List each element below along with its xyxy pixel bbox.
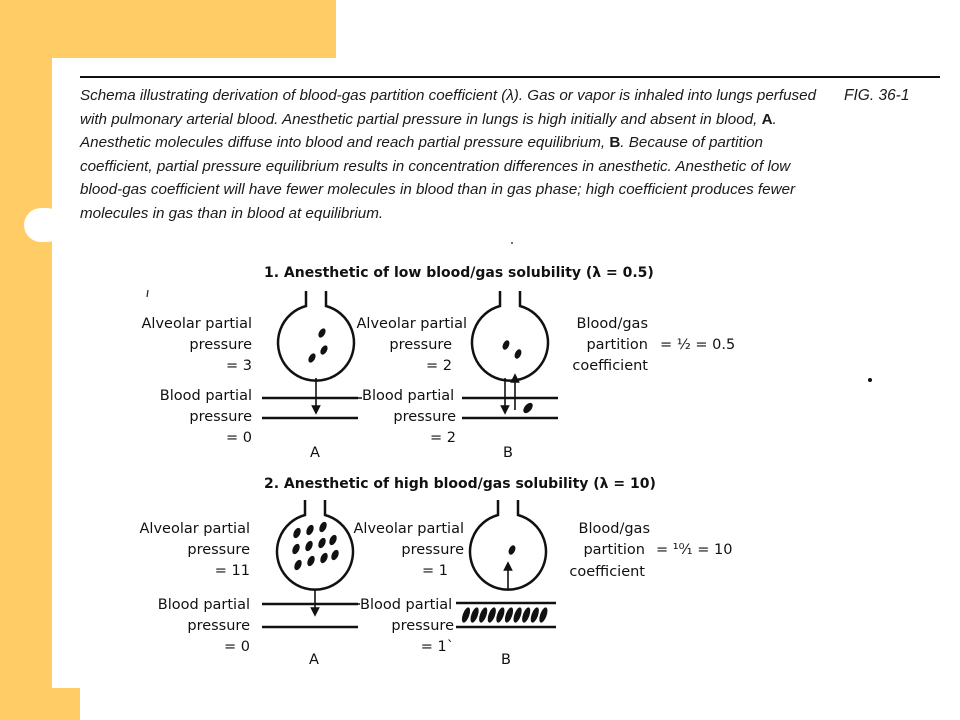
gas-molecule bbox=[292, 527, 302, 540]
caption-text-3: . Because of partition coefficient, partial pressure equilibrium results in concentration differences in anesthetic. Anesthetic of low blood-gas coefficient will have fewer molecules in blood than in gas phase; high coefficient produces fewer molecules in gas than in blood at equilibrium. bbox=[80, 134, 796, 222]
blood-molecule bbox=[486, 606, 497, 623]
coefficient-label-1-line2: partition bbox=[586, 337, 648, 353]
alveolar-label-1a-line2: pressure bbox=[189, 337, 252, 353]
blood-label-2b-value: = 1` bbox=[420, 639, 454, 655]
blood-molecule bbox=[521, 401, 534, 415]
alveolar-label-2a-value: = 11 bbox=[214, 563, 250, 579]
blood-label-1a-line2: pressure bbox=[189, 409, 252, 425]
gas-molecule bbox=[328, 534, 338, 547]
scan-speck bbox=[147, 290, 148, 297]
state-label-2b: B bbox=[501, 652, 511, 668]
panel-1-state-b bbox=[357, 291, 559, 461]
coefficient-label-1-line3: coefficient bbox=[572, 358, 648, 374]
caption-text-1: Schema illustrating derivation of blood-gas partition coefficient (λ). Gas or vapor is inhaled into lungs perfused with pulmonary arterial blood. Anesthetic partial pressure in lungs is high initially and absent in blood, bbox=[80, 87, 817, 128]
gas-molecule bbox=[330, 549, 340, 562]
panel-1 bbox=[142, 265, 736, 461]
coefficient-label-2-line2: partition bbox=[583, 542, 645, 558]
alveolar-label-1a-line1: Alveolar partial bbox=[141, 316, 252, 332]
blood-molecules-2b bbox=[460, 606, 549, 623]
state-label-2a: A bbox=[309, 652, 319, 668]
blood-molecule bbox=[477, 606, 488, 623]
figure-label: FIG. 36-1 bbox=[844, 87, 910, 104]
state-label-1a: A bbox=[310, 445, 320, 461]
blood-label-2a-line1: Blood partial bbox=[157, 597, 250, 613]
blood-label-1a-value: = 0 bbox=[226, 430, 252, 446]
gas-molecule bbox=[317, 537, 327, 550]
alveolar-label-2b-line1: Alveolar partial bbox=[353, 521, 464, 537]
blood-label-2a-value: = 0 bbox=[224, 639, 250, 655]
alveolar-label-2b-line2: pressure bbox=[401, 542, 464, 558]
panel-1-title: 1. Anesthetic of low blood/gas solubility (λ = 0.5) bbox=[264, 265, 654, 281]
blood-molecule bbox=[469, 606, 480, 623]
coefficient-2 bbox=[569, 521, 732, 580]
alveolar-label-1a-value: = 3 bbox=[226, 358, 252, 374]
blood-molecule bbox=[538, 606, 549, 623]
blood-molecule bbox=[503, 606, 514, 623]
scan-speck bbox=[511, 242, 513, 244]
gas-molecule bbox=[293, 559, 303, 572]
gas-molecules-2b bbox=[507, 544, 517, 556]
alveolus-2a bbox=[277, 500, 353, 590]
gas-molecule bbox=[507, 544, 517, 556]
scan-speck bbox=[868, 378, 872, 382]
panel-2 bbox=[140, 476, 733, 668]
gas-molecule bbox=[319, 552, 329, 565]
blood-label-1b-line2: pressure bbox=[393, 409, 456, 425]
gas-molecule bbox=[307, 352, 317, 364]
panel-1-state-a bbox=[142, 291, 359, 461]
coefficient-value-2: = ¹⁰⁄₁ = 10 bbox=[656, 542, 733, 558]
caption-bold-b: B bbox=[609, 134, 621, 152]
coefficient-label-2-line3: coefficient bbox=[569, 564, 645, 580]
alveolus-1b bbox=[472, 291, 548, 381]
blood-label-2b-line2: pressure bbox=[391, 618, 454, 634]
state-label-1b: B bbox=[503, 445, 513, 461]
gas-molecules-1a bbox=[307, 327, 329, 364]
alveolar-label-2a-line1: Alveolar partial bbox=[139, 521, 250, 537]
gas-molecule bbox=[306, 555, 316, 568]
blood-label-2a-line2: pressure bbox=[187, 618, 250, 634]
panel-2-state-b bbox=[354, 500, 557, 668]
blood-molecule bbox=[460, 606, 471, 623]
caption-text-2: . Anesthetic molecules diffuse into blood and reach partial pressure equilibrium, bbox=[80, 110, 777, 152]
alveolar-label-1b-line1: Alveolar partial bbox=[356, 316, 467, 332]
panel-2-title: 2. Anesthetic of high blood/gas solubility (λ = 10) bbox=[264, 476, 656, 492]
blood-label-2b-line1: Blood partial bbox=[360, 597, 453, 613]
caption-bold-a: A bbox=[761, 110, 773, 128]
gas-molecule bbox=[501, 339, 511, 351]
gas-molecule bbox=[318, 521, 328, 534]
blood-label-1b-value: = 2 bbox=[430, 430, 456, 446]
alveolar-label-2a-line2: pressure bbox=[187, 542, 250, 558]
blood-molecules-1b bbox=[521, 401, 534, 415]
blood-molecule bbox=[520, 606, 531, 623]
coefficient-label-1-line1: Blood/gas bbox=[576, 316, 648, 332]
blood-label-1a-line1: Blood partial bbox=[159, 388, 252, 404]
gas-molecule bbox=[319, 344, 329, 356]
blood-label-1b-line1: Blood partial bbox=[362, 388, 455, 404]
alveolar-label-2b-value: = 1 bbox=[422, 563, 448, 579]
alveolar-label-1b-line2: pressure bbox=[389, 337, 452, 353]
gas-molecule bbox=[317, 327, 327, 339]
blood-molecule bbox=[495, 606, 506, 623]
coefficient-1 bbox=[572, 316, 735, 374]
alveolar-label-1b-value: = 2 bbox=[426, 358, 452, 374]
gas-molecule bbox=[305, 524, 315, 537]
coefficient-label-2-line1: Blood/gas bbox=[578, 521, 650, 537]
gas-molecules-1b bbox=[501, 339, 523, 360]
panel-2-state-a bbox=[140, 500, 359, 668]
gas-molecules-2a bbox=[291, 521, 340, 572]
gas-molecule bbox=[304, 540, 314, 553]
blood-molecule bbox=[529, 606, 540, 623]
gas-molecule bbox=[513, 348, 523, 360]
gas-molecule bbox=[291, 543, 301, 556]
blood-molecule bbox=[512, 606, 523, 623]
coefficient-value-1: = ½ = 0.5 bbox=[660, 337, 736, 353]
alveolus-1a bbox=[278, 291, 354, 381]
